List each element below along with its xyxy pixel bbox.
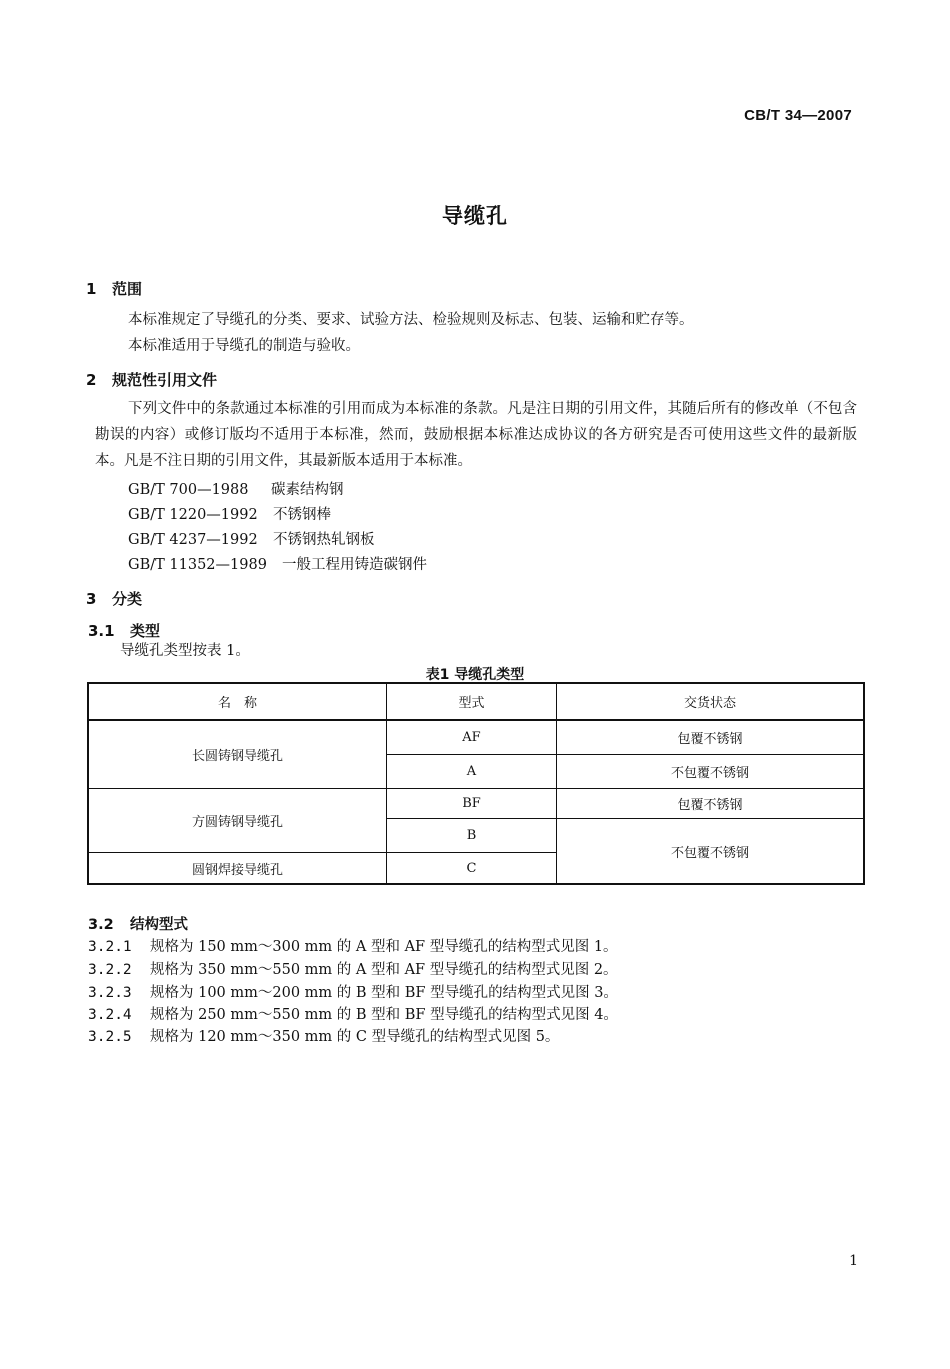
section-3-2-heading: 3.2 结构型式	[88, 917, 188, 933]
table-cell: A	[466, 764, 477, 779]
table-cell: 包覆不锈钢	[677, 798, 743, 813]
section-title: 范围	[112, 280, 143, 298]
section-3-1-heading: 3.1 类型	[88, 622, 161, 640]
clause-item: 3.2.5 规格为 120 mm～350 mm 的 C 型导缆孔的结构型式见图 5。	[88, 1029, 560, 1045]
standard-code: CB/T 34—2007	[744, 107, 852, 124]
section-2-heading	[86, 369, 217, 390]
table-cell: 不包覆不锈钢	[670, 766, 749, 781]
table-header: 交货状态	[683, 696, 736, 711]
reference-item: GB/T 1220—1992 不锈钢棒	[128, 507, 331, 523]
clause-item: 3.2.4 规格为 250 mm～550 mm 的 B 型和 BF 型导缆孔的结构型式见图 4。	[88, 1007, 618, 1023]
section-number: 1	[86, 280, 97, 298]
reference-item: GB/T 700—1988 碳素结构钢	[128, 482, 344, 498]
table-caption: 表1 导缆孔类型	[425, 667, 525, 683]
table-cell: 方圆铸钢导缆孔	[191, 815, 283, 830]
table-cell: 圆钢焊接导缆孔	[191, 862, 283, 878]
table-header: 型式	[458, 696, 485, 711]
clause-item: 3.2.2 规格为 350 mm～550 mm 的 A 型和 AF 型导缆孔的结构型式见图 2。	[88, 962, 618, 978]
paragraph: 导缆孔类型按表 1。	[120, 643, 250, 659]
paragraph: 下列文件中的条款通过本标准的引用而成为本标准的条款。凡是注日期的引用文件，其随后所有的修改单（不包含勘误的内容）或修订版均不适用于本标准，然而，鼓励根据本标准达成协议的各方研究是否可使用这些文件的最新版本。凡是不注日期的引用文件，其最新版本适用于本标准。	[95, 401, 857, 469]
reference-item: GB/T 4237—1992 不锈钢热轧钢板	[128, 532, 375, 548]
table-cell: 包覆不锈钢	[677, 732, 743, 747]
clause-item: 3.2.1 规格为 150 mm～300 mm 的 A 型和 AF 型导缆孔的结构型式见图 1。	[88, 939, 618, 955]
page-number: 1	[849, 1253, 858, 1269]
reference-item: GB/T 11352—1989 一般工程用铸造碳钢件	[128, 557, 427, 573]
document-title: 导缆孔	[442, 204, 508, 228]
table-cell: AF	[462, 730, 481, 745]
table-cell: 长圆铸钢导缆孔	[191, 749, 283, 764]
table-cell: C	[466, 860, 477, 876]
table-cell: 不包覆不锈钢	[670, 845, 749, 861]
paragraph: 本标准适用于导缆孔的制造与验收。	[128, 338, 360, 354]
section-title: 规范性引用文件	[112, 371, 218, 389]
table-cell: BF	[462, 796, 481, 811]
table-cell: B	[466, 828, 477, 843]
table-header: 名 称	[217, 696, 257, 711]
paragraph: 本标准规定了导缆孔的分类、要求、试验方法、检验规则及标志、包装、运输和贮存等。	[128, 312, 694, 328]
clause-item: 3.2.3 规格为 100 mm～200 mm 的 B 型和 BF 型导缆孔的结构型式见图 3。	[88, 985, 618, 1001]
section-number: 2	[86, 371, 97, 389]
section-number: 3	[86, 590, 97, 608]
table-1	[87, 682, 865, 885]
section-1-heading	[86, 278, 142, 299]
section-3-heading	[86, 588, 142, 609]
section-title: 分类	[112, 590, 143, 608]
